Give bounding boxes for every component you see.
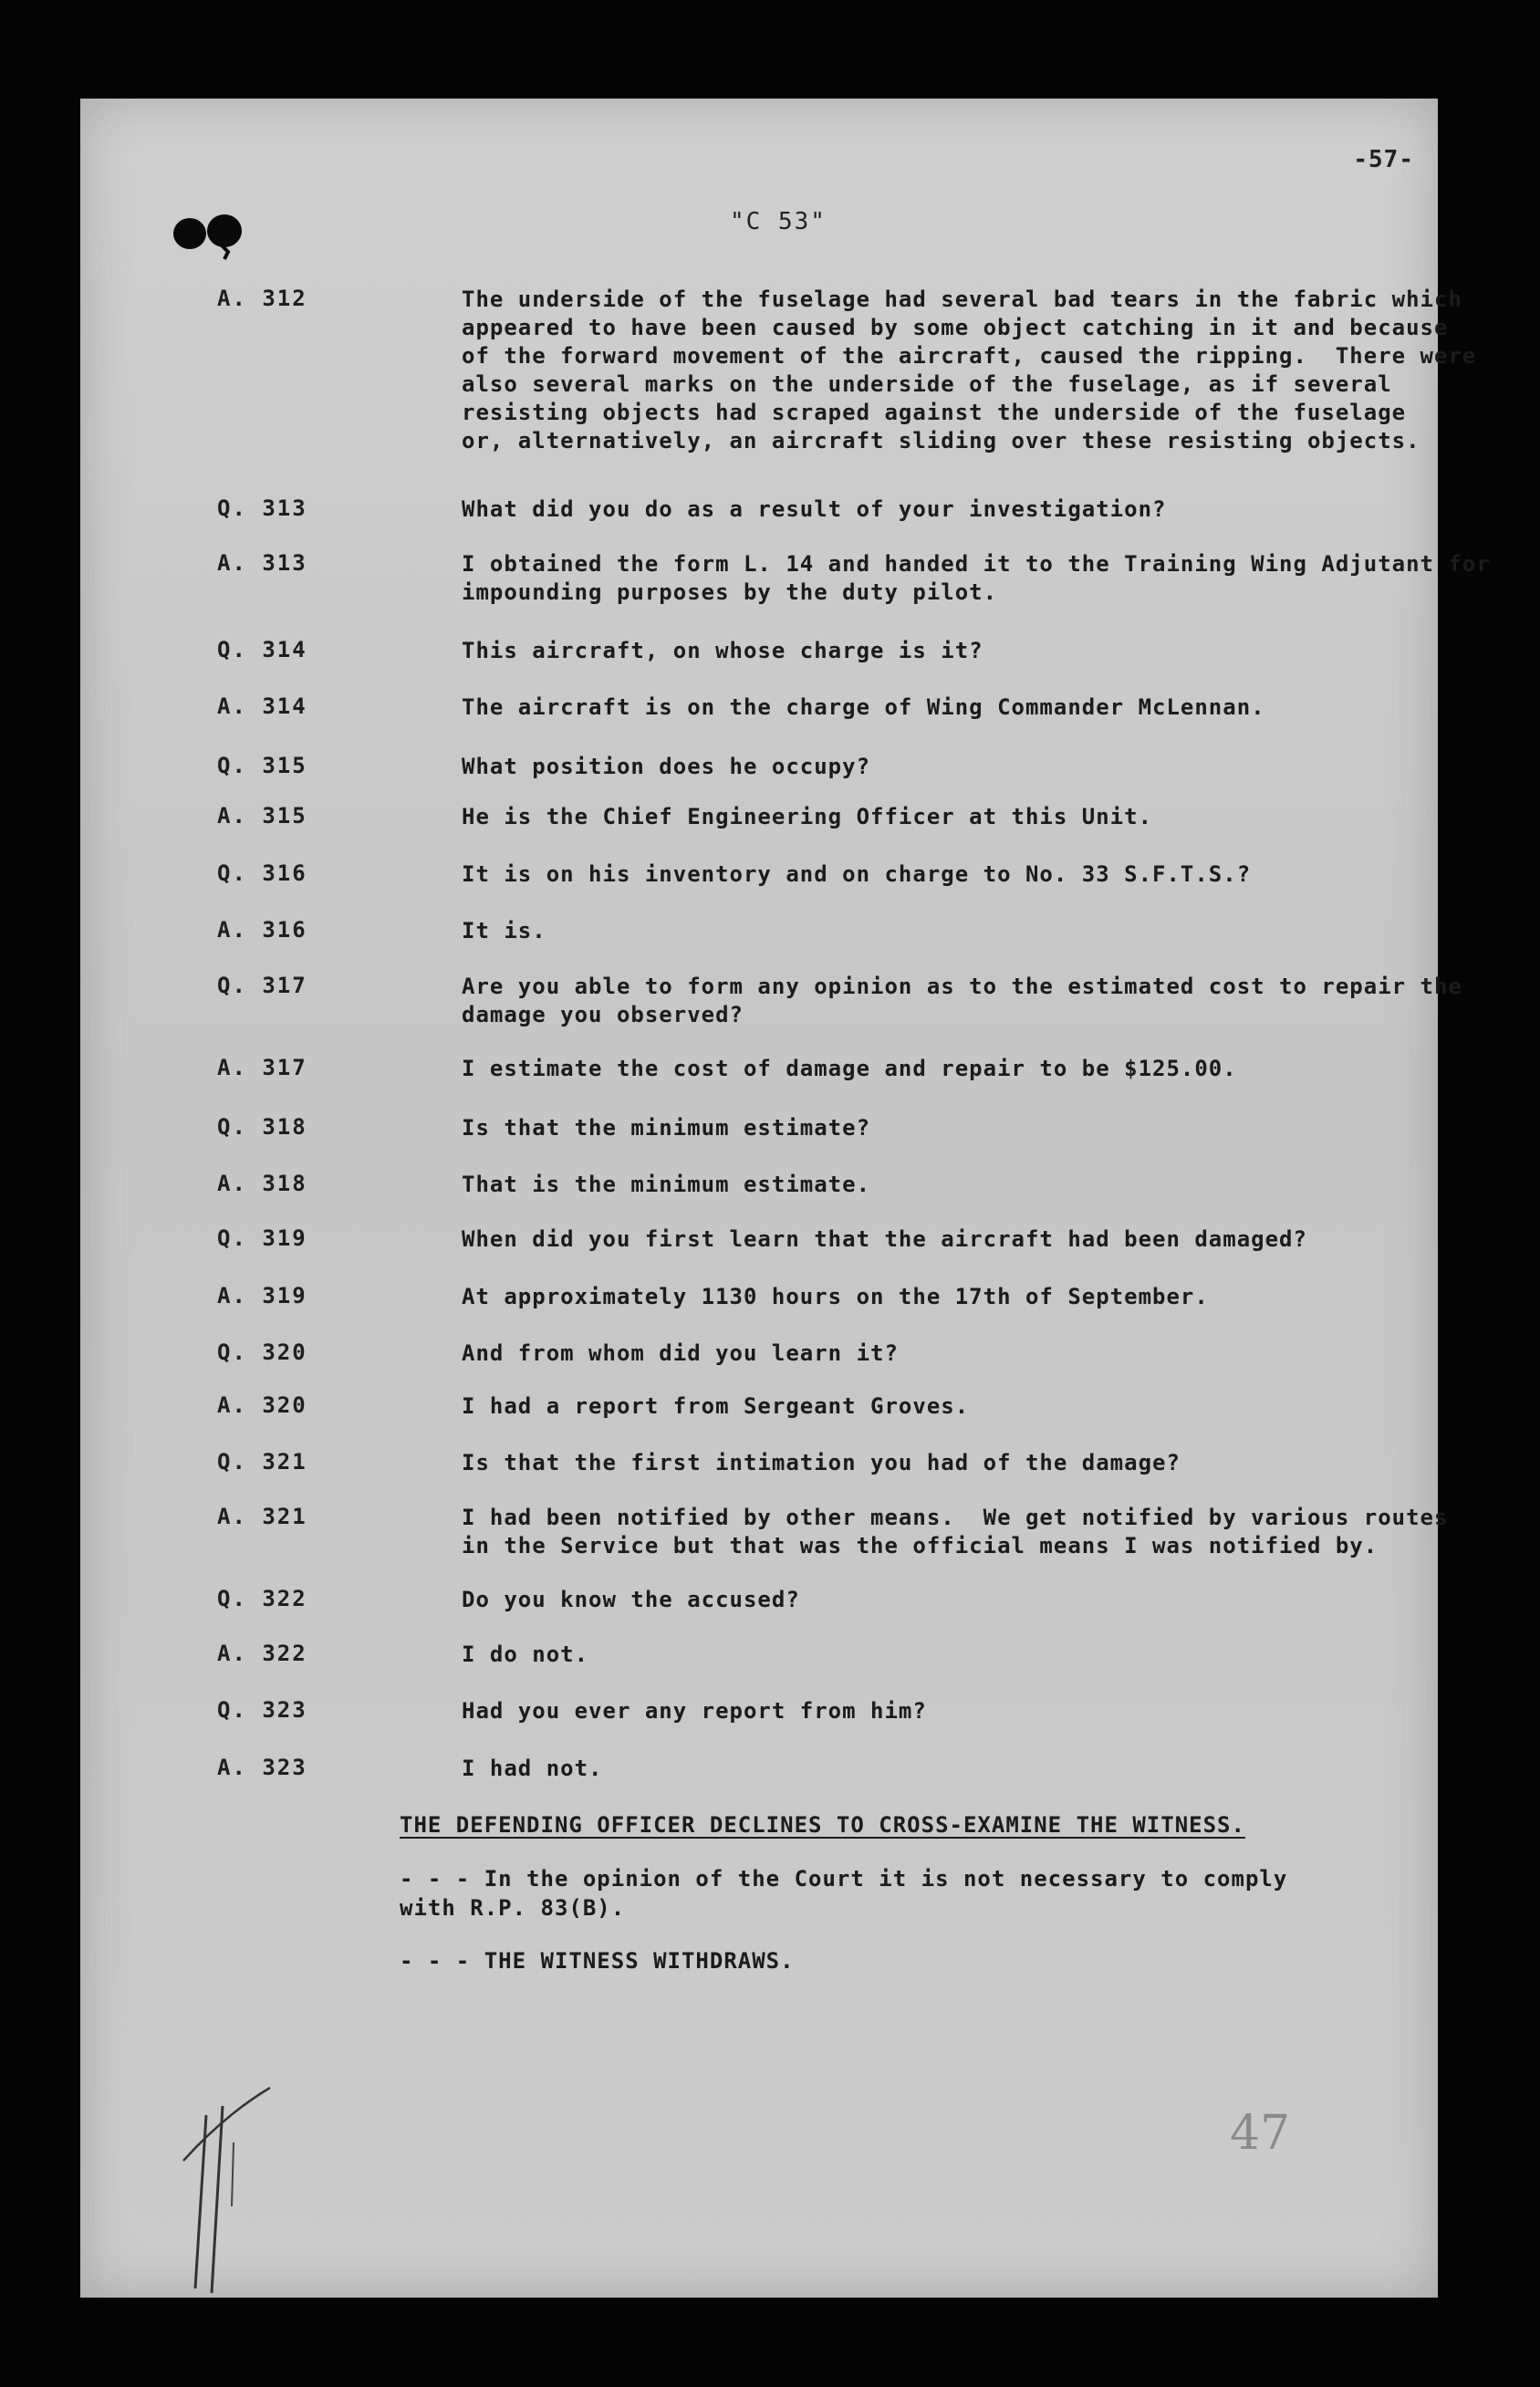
entry-text: When did you first learn that the aircraft had been damaged? xyxy=(462,1226,1307,1252)
entry-label: Q. 317 xyxy=(217,973,307,998)
entry-text: I had not. xyxy=(462,1756,603,1781)
entry-label: Q. 319 xyxy=(217,1225,307,1251)
entry-text: Had you ever any report from him? xyxy=(462,1698,927,1724)
entry-text: Is that the first intimation you had of the damage? xyxy=(462,1450,1181,1475)
court-opinion-note: - - - In the opinion of the Court it is not necessary to comply with R.P. 83(B). xyxy=(400,1866,1288,1921)
defending-officer-declines: THE DEFENDING OFFICER DECLINES TO CROSS-EXAMINE THE WITNESS. xyxy=(400,1812,1245,1838)
entry-text: What did you do as a result of your investigation? xyxy=(462,496,1167,522)
entry-text: It is on his inventory and on charge to No. 33 S.F.T.S.? xyxy=(462,861,1252,887)
document-code: "C 53" xyxy=(730,208,827,235)
witness-withdraws: - - - THE WITNESS WITHDRAWS. xyxy=(400,1948,795,1974)
entry-text: I estimate the cost of damage and repair to be $125.00. xyxy=(462,1056,1237,1081)
entry-label: Q. 314 xyxy=(217,637,307,662)
entry-text: I obtained the form L. 14 and handed it to the Training Wing Adjutant for impounding purposes by the duty pilot. xyxy=(462,551,1491,605)
entry-text: Is that the minimum estimate? xyxy=(462,1115,871,1141)
document-page xyxy=(80,99,1491,2298)
entry-label: Q. 322 xyxy=(217,1586,307,1611)
entry-text: The aircraft is on the charge of Wing Commander McLennan. xyxy=(462,694,1265,720)
punch-hole-marks xyxy=(170,206,252,261)
entry-label: A. 315 xyxy=(217,803,307,829)
entry-text: It is. xyxy=(462,918,546,943)
entry-label: Q. 323 xyxy=(217,1697,307,1723)
entry-label: A. 322 xyxy=(217,1641,307,1666)
entry-label: A. 317 xyxy=(217,1055,307,1080)
entry-label: A. 314 xyxy=(217,693,307,719)
entry-text: I had been notified by other means. We get notified by various routes in the Service but that was the official means I was notified by. xyxy=(462,1505,1449,1558)
entry-text: The underside of the fuselage had several bad tears in the fabric which appeared to have been caused by some object catching in it and because of the forward movement of the aircraft, caused the ripping. There were also several marks on the underside of the fuselage, as if several resisting objects had scraped against the underside of the fuselage or, alternatively, an aircraft sliding over these resisting objects. xyxy=(462,287,1477,453)
entry-label: Q. 316 xyxy=(217,860,307,886)
entry-label: A. 313 xyxy=(217,550,307,576)
entry-label: Q. 315 xyxy=(217,753,307,778)
page-number: -57- xyxy=(1353,146,1414,173)
entry-label: A. 312 xyxy=(217,286,307,311)
entry-label: A. 318 xyxy=(217,1171,307,1196)
entry-label: Q. 321 xyxy=(217,1449,307,1475)
entry-label: A. 323 xyxy=(217,1755,307,1780)
entry-text: This aircraft, on whose charge is it? xyxy=(462,638,983,663)
entry-label: A. 320 xyxy=(217,1392,307,1418)
entry-text: Are you able to form any opinion as to the estimated cost to repair the damage you observed? xyxy=(462,974,1462,1027)
entry-label: Q. 320 xyxy=(217,1339,307,1365)
entry-text: And from whom did you learn it? xyxy=(462,1340,899,1366)
entry-text: What position does he occupy? xyxy=(462,754,871,779)
entry-text: That is the minimum estimate. xyxy=(462,1172,871,1197)
entry-text: At approximately 1130 hours on the 17th of September. xyxy=(462,1284,1209,1309)
entry-label: Q. 313 xyxy=(217,495,307,521)
folio-number: 47 xyxy=(1230,2106,1291,2161)
entry-text: I do not. xyxy=(462,1642,589,1667)
entry-text: He is the Chief Engineering Officer at this Unit. xyxy=(462,804,1153,829)
handwritten-initials xyxy=(179,2060,279,2298)
entry-text: I had a report from Sergeant Groves. xyxy=(462,1393,970,1419)
entry-label: A. 321 xyxy=(217,1504,307,1529)
entry-label: A. 319 xyxy=(217,1283,307,1308)
entry-label: Q. 318 xyxy=(217,1114,307,1140)
entry-label: A. 316 xyxy=(217,917,307,943)
entry-text: Do you know the accused? xyxy=(462,1587,800,1612)
